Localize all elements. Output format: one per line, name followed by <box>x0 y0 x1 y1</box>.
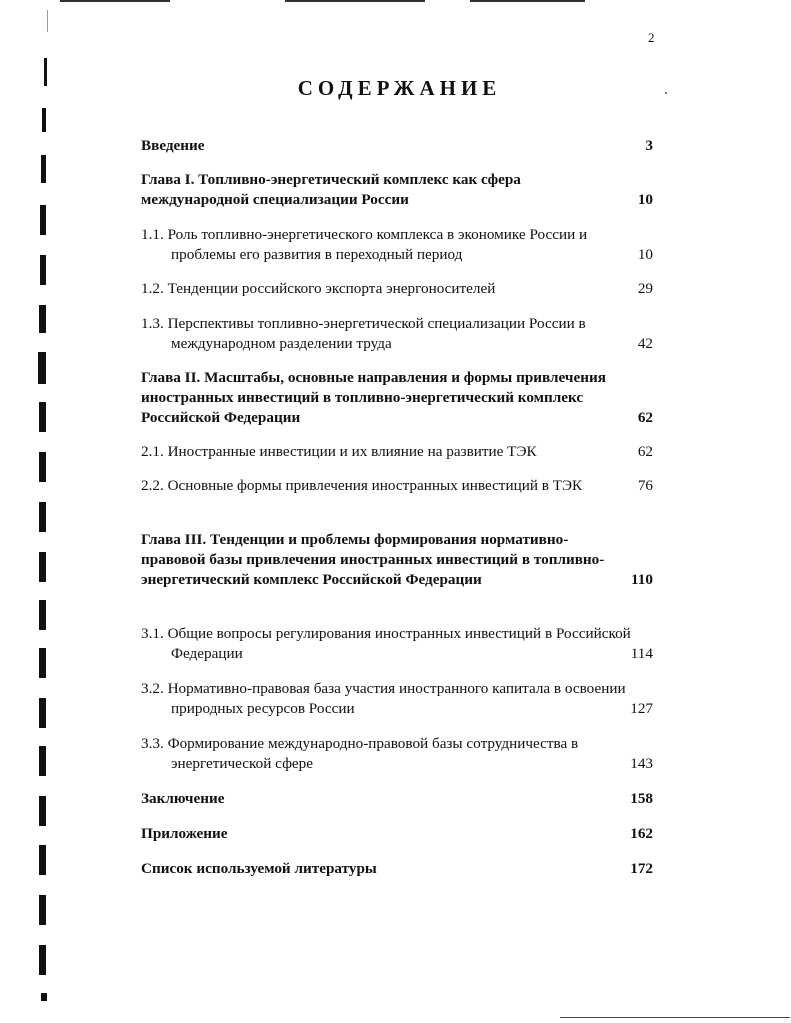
toc-entry-conclusion <box>141 789 653 809</box>
toc-entry-title: 1.3. Перспективы топливно-энергетической специализации России в международном разделении труда <box>141 315 586 352</box>
scan-edge-line <box>60 0 170 2</box>
toc-entry-page: 110 <box>631 571 653 588</box>
toc-entry-introduction <box>141 136 653 156</box>
toc-entry-page: 3 <box>645 137 653 154</box>
toc-entry-page: 10 <box>637 191 653 208</box>
toc-entry-page: 114 <box>630 645 653 662</box>
binding-mark <box>41 993 47 1001</box>
toc-entry-section-1-1 <box>141 225 653 265</box>
binding-mark <box>39 552 46 582</box>
toc-entry-title: 1.2. Тенденции российского экспорта энергоносителей <box>141 280 496 297</box>
toc-entry-page: 158 <box>630 790 653 807</box>
toc-entry-page: 162 <box>630 825 653 842</box>
toc-entry-chapter-2 <box>141 368 653 428</box>
binding-mark <box>38 352 46 384</box>
toc-entry-section-1-3 <box>141 314 653 354</box>
binding-mark <box>39 648 46 678</box>
toc-entry-page: 143 <box>630 755 653 772</box>
binding-mark <box>39 945 46 975</box>
binding-mark <box>39 305 46 333</box>
binding-mark <box>40 255 46 285</box>
toc-entry-section-1-2 <box>141 279 653 299</box>
toc-entry-page: 62 <box>637 443 653 460</box>
toc-entry-page: 76 <box>637 477 653 494</box>
binding-mark <box>47 10 48 32</box>
toc-entry-title: 3.3. Формирование международно-правовой базы сотрудничества в энергетической сфере <box>141 735 579 772</box>
binding-mark <box>39 895 46 925</box>
scan-edge-line <box>470 0 585 2</box>
toc-entry-title: 1.1. Роль топливно-энергетического комплекса в экономике России и проблемы его развития в переходный период <box>141 226 588 263</box>
toc-entry-page: 42 <box>637 335 653 352</box>
toc-entry-section-3-3 <box>141 734 653 774</box>
toc-entry-title: Глава II. Масштабы, основные направления и формы привлечения иностранных инвестиций в топливно-энергетический комплекс Российской Федерации <box>141 369 606 426</box>
binding-mark <box>39 796 46 826</box>
page-title: СОДЕРЖАНИЕ <box>297 76 502 100</box>
scan-edge-line <box>560 1017 790 1018</box>
toc-entry-section-3-2 <box>141 679 653 719</box>
toc-entry-page: 172 <box>630 860 653 877</box>
toc-entry-title: 3.2. Нормативно-правовая база участия иностранного капитала в освоении природных ресурсов России <box>141 680 626 717</box>
toc-entry-section-3-1 <box>141 624 653 664</box>
binding-mark <box>39 845 46 875</box>
toc-entry-title: 2.2. Основные формы привлечения иностранных инвестиций в ТЭК <box>141 477 583 494</box>
toc-entry-title: 2.1. Иностранные инвестиции и их влияние на развитие ТЭК <box>141 443 537 460</box>
toc-entry-section-2-1 <box>141 442 653 462</box>
toc-entry-title: Глава I. Топливно-энергетический комплекс как сфера международной специализации России <box>141 171 521 208</box>
binding-mark <box>39 600 46 630</box>
toc-entry-chapter-3 <box>141 530 653 590</box>
toc-entry-appendix <box>141 824 653 844</box>
binding-mark <box>42 108 46 132</box>
toc-entry-title: 3.1. Общие вопросы регулирования иностранных инвестиций в Российской Федерации <box>141 625 631 662</box>
toc-entry-bibliography <box>141 859 653 879</box>
toc-entry-page: 62 <box>637 409 653 426</box>
page-number: 2 <box>648 30 655 45</box>
binding-mark <box>41 155 46 183</box>
binding-mark <box>39 452 46 482</box>
toc-entry-page: 10 <box>637 246 653 263</box>
toc-entry-title: Глава III. Тенденции и проблемы формирования нормативно-правовой базы привлечения иностранных инвестиций в топливно-энергетический комплекс Российской Федерации <box>141 531 605 588</box>
toc-entry-title: Список используемой литературы <box>141 860 377 877</box>
binding-mark <box>40 205 46 235</box>
binding-mark <box>39 746 46 776</box>
scan-edge-line <box>285 0 425 2</box>
toc-entry-section-2-2 <box>141 476 653 496</box>
toc-entry-title: Введение <box>141 137 205 154</box>
toc-entry-page: 29 <box>637 280 653 297</box>
toc-entry-chapter-1 <box>141 170 653 210</box>
binding-mark <box>39 402 46 432</box>
toc-entry-title: Заключение <box>141 790 225 807</box>
binding-mark <box>39 502 46 532</box>
toc-entry-page: 127 <box>630 700 653 717</box>
binding-mark <box>39 698 46 728</box>
toc-entry-title: Приложение <box>141 825 228 842</box>
